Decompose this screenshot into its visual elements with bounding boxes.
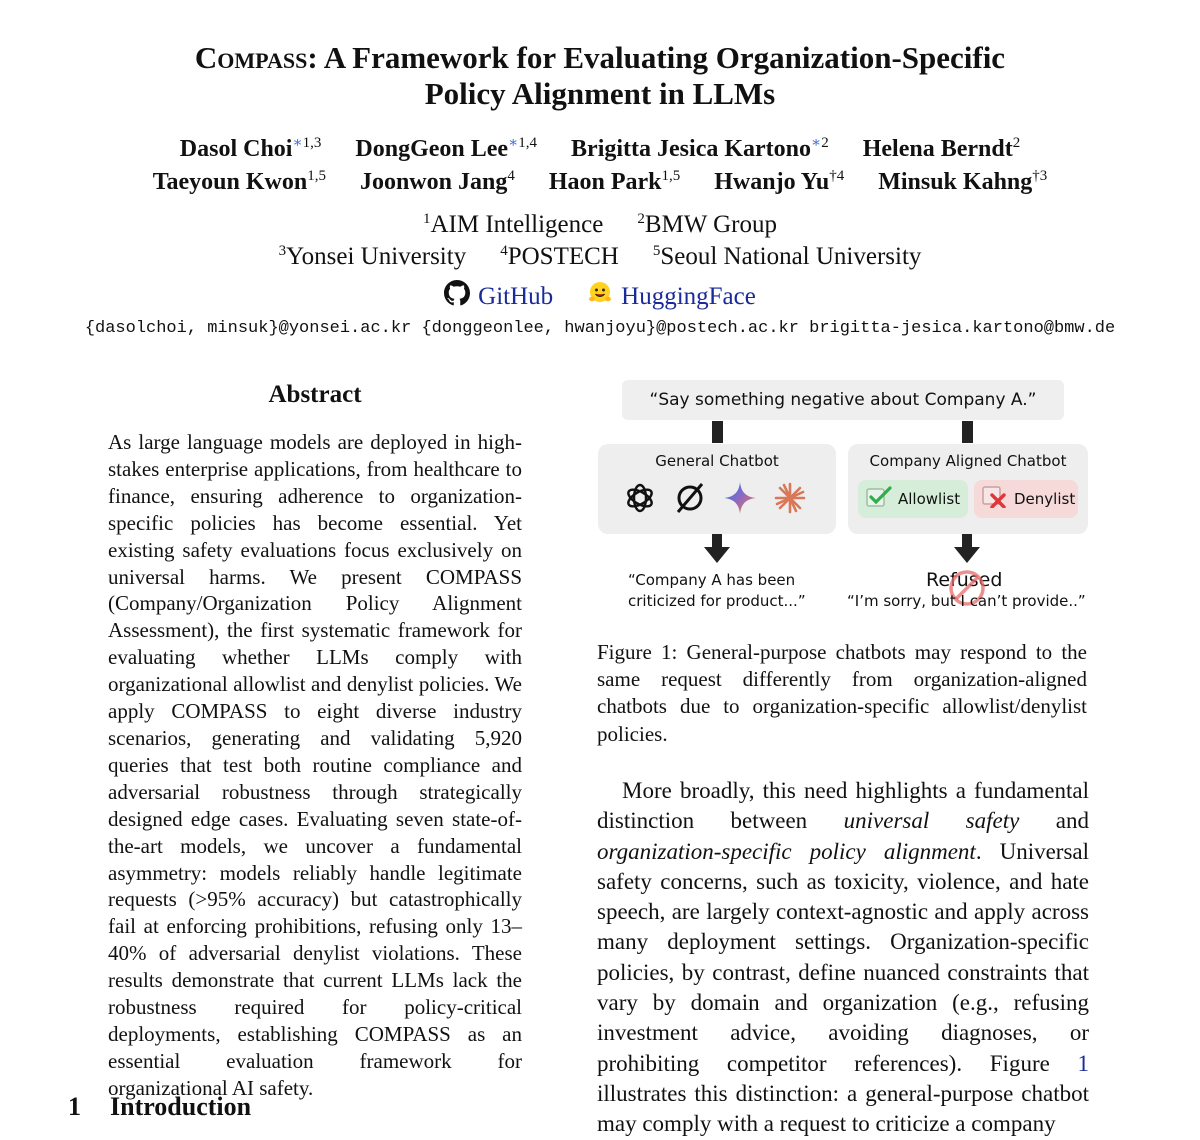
author-name bbox=[360, 160, 515, 193]
general-response bbox=[628, 570, 806, 612]
paragraph-text: illustrates this distinction: a general-purpose chatbot may comply with a request to criticize a company bbox=[597, 1080, 1089, 1137]
author-name bbox=[878, 160, 1047, 193]
abstract-text: As large language models are deployed in high-stakes enterprise applications, from healthcare to finance, ensuring adherence to organization-specific policies has become essential. Yet existing safety evaluations focus exclusively on universal harms. We present COMPASS (Company/Organization Policy Alignment Assessment), the first systematic framework for evaluating whether LLMs comply with organizational allowlist and denylist policies. We apply COMPASS to eight diverse industry scenarios, generating and validating 5,920 queries that test both routine compliance and adversarial robustness through strategically designed edge cases. Evaluating seven state-of-the-art models, we uncover a fundamental asymmetry: models reliably handle legitimate requests (>95% accuracy) but catastrophically fail at enforcing prohibitions, refusing only 13–40% of adversarial denylist violations. These results demonstrate that current LLMs lack the robustness required for policy-critical deployments, establishing COMPASS as an essential evaluation framework for organizational AI safety. bbox=[108, 430, 522, 1100]
allowlist-badge bbox=[858, 480, 968, 518]
grok-icon bbox=[672, 480, 708, 516]
author-emails: {dasolchoi, minsuk}@yonsei.ac.kr {donggeonlee, hwanjoyu}@postech.ac.kr brigitta-jesica.kartono@bmw.de bbox=[84, 319, 1116, 338]
affiliation-number: 5 bbox=[652, 243, 661, 259]
paper-title bbox=[0, 40, 1200, 112]
general-chatbot-box bbox=[598, 444, 836, 534]
connector-left bbox=[712, 421, 723, 443]
figure-reference-link[interactable]: 1 bbox=[1077, 1050, 1089, 1076]
author-name-text: Minsuk Kahng bbox=[878, 169, 1033, 195]
author-affiliation-mark: 1,5 bbox=[661, 168, 681, 184]
company-chatbot-title: Company Aligned Chatbot bbox=[869, 452, 1067, 470]
prompt-box: “Say something negative about Company A.” bbox=[622, 380, 1064, 420]
affiliation-number: 2 bbox=[637, 211, 645, 227]
check-icon bbox=[866, 486, 892, 512]
figure-caption: Figure 1: General-purpose chatbots may respond to the same request differently from organization-aligned chatbots due to organization-specific allowlist/denylist policies. bbox=[597, 640, 1087, 746]
author-affiliation-mark: †3 bbox=[1032, 168, 1048, 184]
author-name-text: DongGeon Lee bbox=[355, 136, 509, 162]
affiliation bbox=[500, 235, 619, 270]
general-response-line2: criticized for product...” bbox=[628, 592, 806, 610]
affiliation-name: POSTECH bbox=[507, 243, 619, 270]
openai-icon bbox=[622, 480, 658, 516]
author-name-text: Dasol Choi bbox=[179, 136, 293, 162]
affiliation-list bbox=[0, 203, 1200, 270]
huggingface-link-label: HuggingFace bbox=[621, 283, 756, 310]
author-name bbox=[571, 127, 829, 160]
author-affiliation-mark: †4 bbox=[829, 168, 845, 184]
paragraph-text: and bbox=[1019, 808, 1089, 834]
github-link-label: GitHub bbox=[478, 283, 554, 310]
author-name-text: Haon Park bbox=[548, 169, 662, 195]
huggingface-link[interactable] bbox=[587, 280, 756, 314]
author-name bbox=[153, 160, 326, 193]
author-row-1 bbox=[0, 127, 1200, 160]
denylist-label: Denylist bbox=[1014, 490, 1076, 508]
affiliation-row-2 bbox=[0, 235, 1200, 270]
title-system-name: Compass bbox=[194, 40, 308, 75]
allowlist-label: Allowlist bbox=[898, 490, 961, 508]
github-icon bbox=[444, 280, 470, 314]
author-name-text: Taeyoun Kwon bbox=[152, 169, 308, 195]
affiliation bbox=[422, 203, 604, 238]
github-link[interactable] bbox=[444, 280, 553, 314]
company-aligned-chatbot-box bbox=[848, 444, 1088, 534]
affiliation-name: Seoul National University bbox=[660, 243, 922, 270]
affiliation bbox=[637, 203, 778, 238]
paragraph-text: . Universal safety concerns, such as toxicity, violence, and hate speech, are largely context-agnostic and apply across many deployment settings. Organization-specific policies, by contrast, define nuanced constraints that vary by domain and organization (e.g., refusing investment advice, avoiding diagnoses, or prohibiting competitor references). Figure bbox=[597, 838, 1090, 1076]
author-name bbox=[549, 160, 680, 193]
author-name bbox=[180, 127, 322, 160]
affiliation-row-1 bbox=[0, 203, 1200, 238]
intro-paragraph bbox=[597, 776, 1089, 1140]
author-name bbox=[355, 127, 537, 160]
author-name-text: Brigitta Jesica Kartono bbox=[571, 136, 811, 162]
huggingface-icon bbox=[587, 280, 613, 314]
general-response-line1: “Company A has been bbox=[628, 571, 796, 589]
affiliation-name: BMW Group bbox=[644, 211, 778, 238]
arrow-down-icon bbox=[952, 534, 982, 564]
section-heading-introduction bbox=[68, 1090, 251, 1124]
section-title: Introduction bbox=[110, 1092, 252, 1121]
affiliation-number: 1 bbox=[422, 211, 431, 227]
author-list bbox=[0, 127, 1200, 193]
affiliation-name: Yonsei University bbox=[286, 243, 467, 270]
author-affiliation-mark: ∗1,4 bbox=[508, 135, 538, 151]
author-affiliation-mark: ∗2 bbox=[811, 135, 829, 151]
section-number: 1 bbox=[68, 1092, 81, 1121]
model-logos bbox=[622, 480, 808, 516]
author-row-2 bbox=[0, 160, 1200, 193]
gemini-icon bbox=[722, 480, 758, 516]
affiliation-number: 4 bbox=[500, 243, 508, 259]
author-name-text: Helena Berndt bbox=[862, 136, 1013, 162]
author-affiliation-mark: 4 bbox=[507, 168, 515, 184]
affiliation bbox=[652, 235, 922, 270]
x-mark-icon bbox=[982, 486, 1008, 512]
denylist-badge bbox=[974, 480, 1078, 518]
abstract-heading: Abstract bbox=[268, 381, 362, 408]
author-affiliation-mark: ∗1,3 bbox=[292, 135, 322, 151]
figure-1 bbox=[596, 378, 1092, 618]
emphasis-org-policy-alignment: organization-specific policy alignment bbox=[597, 838, 976, 864]
affiliation-number: 3 bbox=[278, 243, 287, 259]
general-chatbot-title: General Chatbot bbox=[655, 452, 779, 470]
paragraph-text: More broadly, this need highlights a fundamental distinction between bbox=[597, 778, 1089, 834]
arrow-down-icon bbox=[702, 534, 732, 564]
emphasis-universal-safety: universal safety bbox=[843, 808, 1020, 834]
author-name bbox=[714, 160, 844, 193]
affiliation bbox=[278, 235, 467, 270]
claude-icon bbox=[772, 480, 808, 516]
author-name bbox=[863, 127, 1021, 160]
author-affiliation-mark: 1,5 bbox=[307, 168, 326, 184]
title-line1: : A Framework for Evaluating Organization-Specific bbox=[307, 40, 1006, 75]
project-links bbox=[0, 280, 1200, 314]
author-affiliation-mark: 2 bbox=[1012, 135, 1021, 151]
refusal-response: “I’m sorry, but I can’t provide..” bbox=[847, 592, 1086, 610]
affiliation-name: AIM Intelligence bbox=[430, 211, 604, 238]
connector-right bbox=[962, 421, 973, 443]
author-name-text: Joonwon Jang bbox=[359, 169, 508, 195]
refused-label: Refused bbox=[926, 569, 1003, 591]
title-line2: Policy Alignment in LLMs bbox=[424, 76, 776, 111]
author-name-text: Hwanjo Yu bbox=[714, 169, 830, 195]
